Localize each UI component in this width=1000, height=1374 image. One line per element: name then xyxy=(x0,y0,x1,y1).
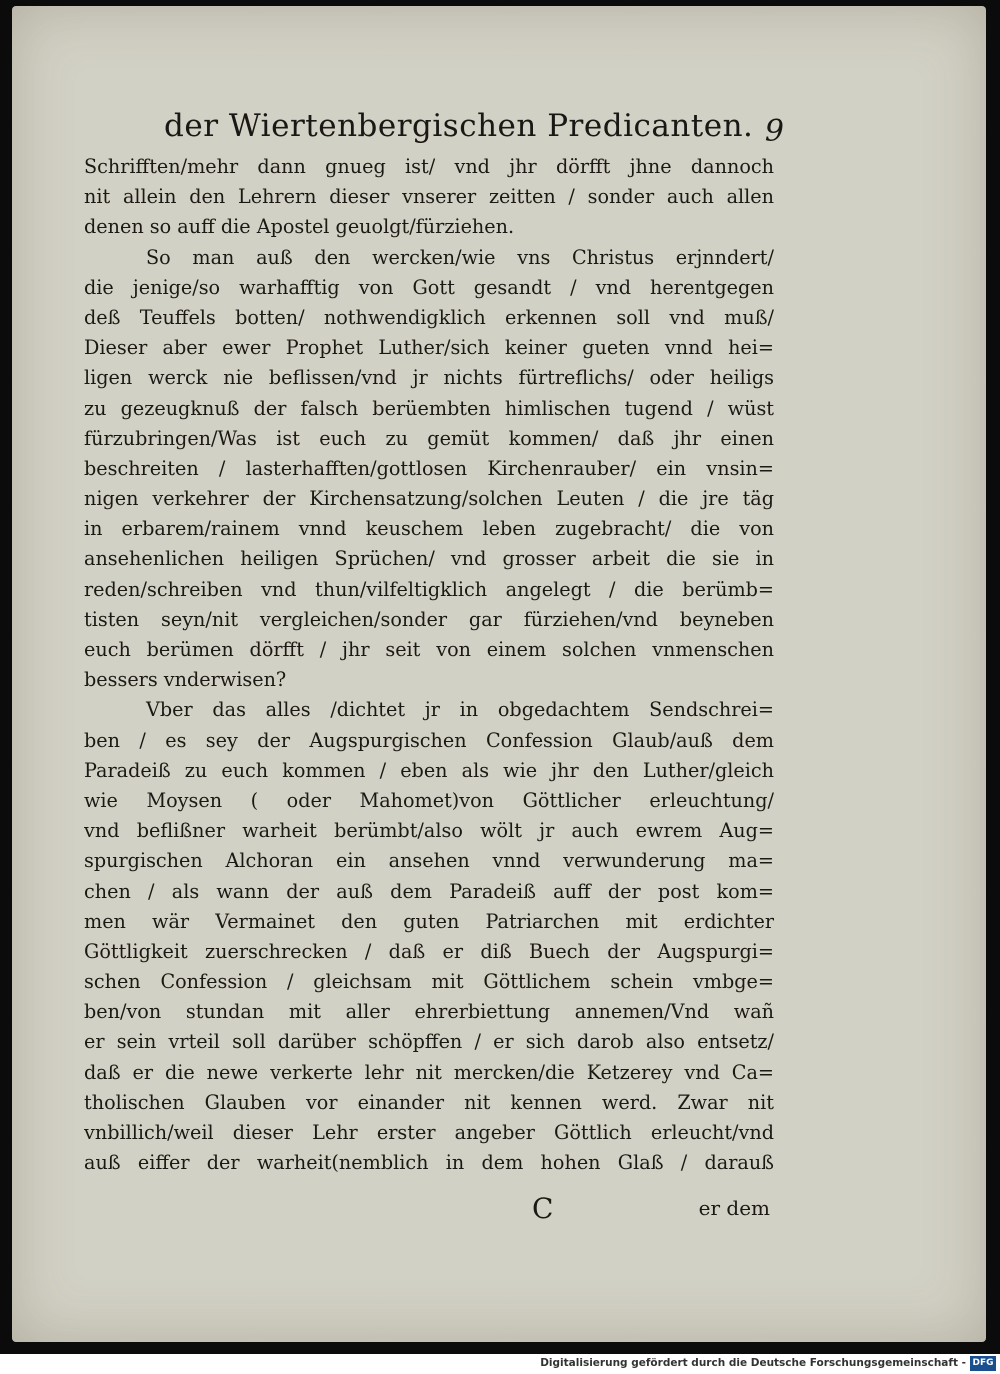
funding-notice: Digitalisierung gefördert durch die Deutsche Forschungsgemeinschaft - xyxy=(540,1357,966,1369)
text-line: nigen verkehrer der Kirchensatzung/solchen Leuten / die jre täg xyxy=(84,487,774,511)
text-line: wie Moysen ( oder Mahomet)von Göttlicher erleuchtung/ xyxy=(84,788,774,812)
text-line: tisten seyn/nit vergleichen/sonder gar fürziehen/vnd beyneben xyxy=(84,607,774,631)
funding-bar xyxy=(0,1354,1000,1374)
text-line: So man auß den wercken/wie vns Christus erjnndert/ xyxy=(146,245,774,269)
text-line: denen so auff die Apostel geuolgt/fürziehen. xyxy=(84,215,515,239)
text-line: men wär Vermainet den guten Patriarchen mit erdichter xyxy=(84,909,774,933)
text-line: er sein vrteil soll darüber schöpffen / er sich darob also entsetz/ xyxy=(84,1030,774,1054)
text-line: nit allein den Lehrern dieser vnserer zeitten / sonder auch allen xyxy=(84,185,774,209)
text-line: ansehenlichen heiligen Sprüchen/ vnd grosser arbeit die sie in xyxy=(84,547,774,571)
dfg-logo-icon: DFG xyxy=(970,1356,996,1371)
text-line: die jenige/so warhafftig von Gott gesandt / vnd herentgegen xyxy=(84,275,774,299)
page-header xyxy=(154,108,794,156)
text-line: vnd beflißner warheit berümbt/also wölt jr auch ewrem Aug= xyxy=(84,819,774,843)
text-line: Vber das alles /dichtet jr in obgedachtem Sendschrei= xyxy=(146,698,774,722)
catchword: er dem xyxy=(698,1196,770,1220)
text-line: chen / als wann der auß dem Paradeiß auff der post kom= xyxy=(84,879,774,903)
running-title: der Wiertenbergischen Predicanten. xyxy=(164,108,754,144)
text-line: spurgischen Alchoran ein ansehen vnnd verwunderung ma= xyxy=(84,849,774,873)
text-line: ben/von stundan mit aller ehrerbiettung annemen/Vnd wañ xyxy=(84,1000,774,1024)
text-line: schen Confession / gleichsam mit Göttlichem schein vmbge= xyxy=(84,970,774,994)
text-line: daß er die newe verkerte lehr nit mercken/die Ketzerey vnd Ca= xyxy=(84,1060,774,1084)
text-line: reden/schreiben vnd thun/vilfeltigklich angelegt / die berümb= xyxy=(84,577,774,601)
body-text xyxy=(84,152,774,1178)
text-line: euch berümen dörfft / jhr seit von einem solchen vnmenschen xyxy=(84,638,774,661)
text-line: Paradeiß zu euch kommen / eben als wie jhr den Luther/gleich xyxy=(84,758,774,782)
text-line: tholischen Glauben vor einander nit kennen werd. Zwar nit xyxy=(84,1090,774,1114)
text-line: in erbarem/rainem vnnd keuschem leben zugebracht/ die von xyxy=(84,517,774,541)
page-number: 9 xyxy=(764,114,784,149)
text-line: fürzubringen/Was ist euch zu gemüt kommen/ daß jhr einen xyxy=(84,426,774,450)
text-line: ben / es sey der Augspurgischen Confession Glaub/auß dem xyxy=(84,728,774,752)
text-line: deß Teuffels botten/ nothwendigklich erkennen soll vnd muß/ xyxy=(84,305,774,329)
text-line: auß eiffer der warheit(nemblich in dem hohen Glaß / darauß xyxy=(84,1151,774,1175)
text-line: Göttligkeit zuerschrecken / daß er diß Buech der Augspurgi= xyxy=(84,939,774,963)
page-footer xyxy=(84,1192,774,1232)
text-line: bessers vnderwisen? xyxy=(84,668,287,692)
signature-mark: C xyxy=(532,1192,554,1225)
text-line: Dieser aber ewer Prophet Luther/sich keiner gueten vnnd hei= xyxy=(84,336,774,360)
text-line: zu gezeugknuß der falsch berüembten himlischen tugend / wüst xyxy=(84,396,774,420)
text-line: ligen werck nie beflissen/vnd jr nichts fürtreflichs/ oder heiligs xyxy=(84,366,774,390)
text-line: vnbillich/weil dieser Lehr erster angeber Göttlich erleucht/vnd xyxy=(84,1121,774,1144)
text-line: Schrifften/mehr dann gnueg ist/ vnd jhr dörfft jhne dannoch xyxy=(84,155,774,178)
text-line: beschreiten / lasterhafften/gottlosen Kirchenrauber/ ein vnsin= xyxy=(84,456,774,480)
